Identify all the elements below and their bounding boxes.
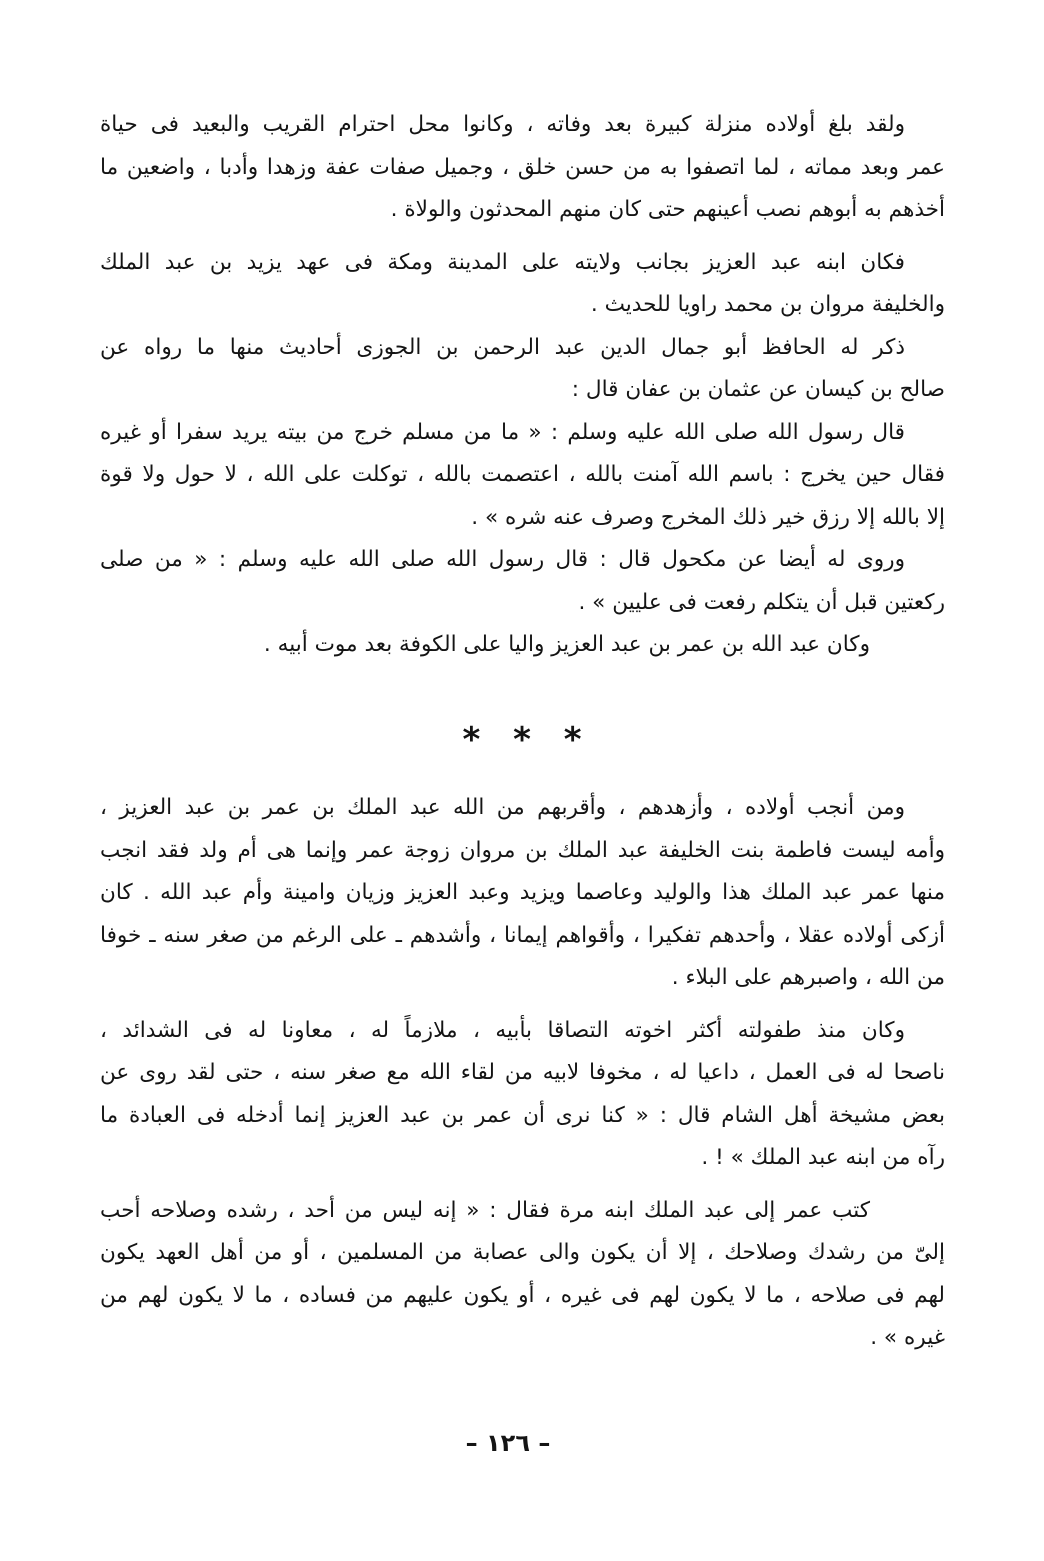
text-line: منها عمر عبد الملك هذا والوليد وعاصما ويزيد وعبد العزيز وزيان وامينة وأم عبد الله . كان (100, 880, 945, 905)
text-line: ناصحا له فى العمل ، داعيا له ، مخوفا لابيه من لقاء الله مع صغر سنه ، حتى لقد روى عن (100, 1060, 945, 1085)
text-line: من الله ، واصبرهم على البلاء . (671, 965, 945, 990)
paragraph (100, 1010, 945, 1180)
text-line: أخذهم به أبوهم نصب أعينهم حتى كان منهم المحدثون والولاة . (390, 197, 945, 222)
text-line: رآه من ابنه عبد الملك » ! . (701, 1145, 945, 1170)
text-block-bottom (100, 787, 945, 1360)
text-line: والخليفة مروان بن محمد راويا للحديث . (590, 292, 945, 317)
text-line: بعض مشيخة أهل الشام قال : « كنا نرى أن عمر بن عبد العزيز إنما أدخله فى العبادة ما (100, 1102, 945, 1128)
text-line: صالح بن كيسان عن عثمان بن عفان قال : (571, 377, 945, 402)
text-line: كتب عمر إلى عبد الملك ابنه مرة فقال : « إنه ليس من أحد ، رشده وصلاحه أحب (100, 1197, 870, 1223)
text-line: غيره » . (870, 1325, 945, 1350)
text-line: وروى له أيضا عن مكحول قال : قال رسول الله صلى الله عليه وسلم : « من صلى (100, 547, 905, 572)
paragraph (100, 787, 945, 1000)
text-line: ومن أنجب أولاده ، وأزهدهم ، وأقربهم من الله عبد الملك بن عمر بن عبد العزيز ، (100, 795, 905, 820)
paragraph (100, 327, 945, 412)
paragraph (100, 539, 945, 624)
paragraph (100, 104, 945, 232)
text-line: ركعتين قبل أن يتكلم رفعت فى عليين » . (578, 589, 945, 615)
text-line: إلا بالله إلا رزق خير ذلك المخرج وصرف عنه شره » . (471, 504, 945, 530)
text-line: وكان منذ طفولته أكثر اخوته التصاقا بأبيه ، ملازماً له ، معاونا له فى الشدائد ، (100, 1017, 905, 1043)
paragraph (100, 1190, 945, 1360)
text-block-top (100, 104, 945, 667)
section-separator: * * * (462, 720, 582, 760)
text-line: أزكى أولاده عقلا ، وأحدهم تفكيرا ، وأقواهم إيمانا ، وأشدهم ـ على الرغم من صغر سنه ـ خوفا (100, 922, 945, 948)
text-line: عمر وبعد مماته ، لما اتصفوا به من حسن خلق ، وجميل صفات عفة وزهدا وأدبا ، واضعين ما (100, 154, 945, 180)
page-number: – ١٢٦ – (465, 1429, 551, 1457)
paragraph (100, 242, 945, 327)
text-line: فقال حين يخرج : باسم الله آمنت بالله ، اعتصمت بالله ، توكلت على الله ، لا حول ولا قوة (100, 462, 945, 487)
text-line: فكان ابنه عبد العزيز بجانب ولايته على المدينة ومكة فى عهد يزيد بن عبد الملك (100, 249, 905, 275)
text-line: لهم فى صلاحه ، ما لا يكون لهم فى غيره ، أو يكون عليهم من فساده ، ما لا يكون لهم من (100, 1282, 945, 1308)
text-line: إلىّ من رشدك وصلاحك ، إلا أن يكون والى عصابة من المسلمين ، أو من أهل العهد يكون (100, 1240, 945, 1265)
text-line: ذكر له الحافظ أبو جمال الدين عبد الرحمن بن الجوزى أحاديث منها ما رواه عن (100, 334, 905, 360)
paragraph (100, 624, 945, 667)
text-line: قال رسول الله صلى الله عليه وسلم : « ما من مسلم خرج من بيته يريد سفرا أو غيره (100, 419, 905, 445)
text-line: وأمه ليست فاطمة بنت الخليفة عبد الملك بن مروان زوجة عمر وإنما هى أم ولد فقد انجب (100, 837, 945, 863)
text-line: ولقد بلغ أولاده منزلة كبيرة بعد وفاته ، وكانوا محل احترام القريب والبعيد فى حياة (100, 112, 905, 137)
paragraph (100, 412, 945, 540)
text-line: وكان عبد الله بن عمر بن عبد العزيز واليا على الكوفة بعد موت أبيه . (263, 632, 870, 657)
